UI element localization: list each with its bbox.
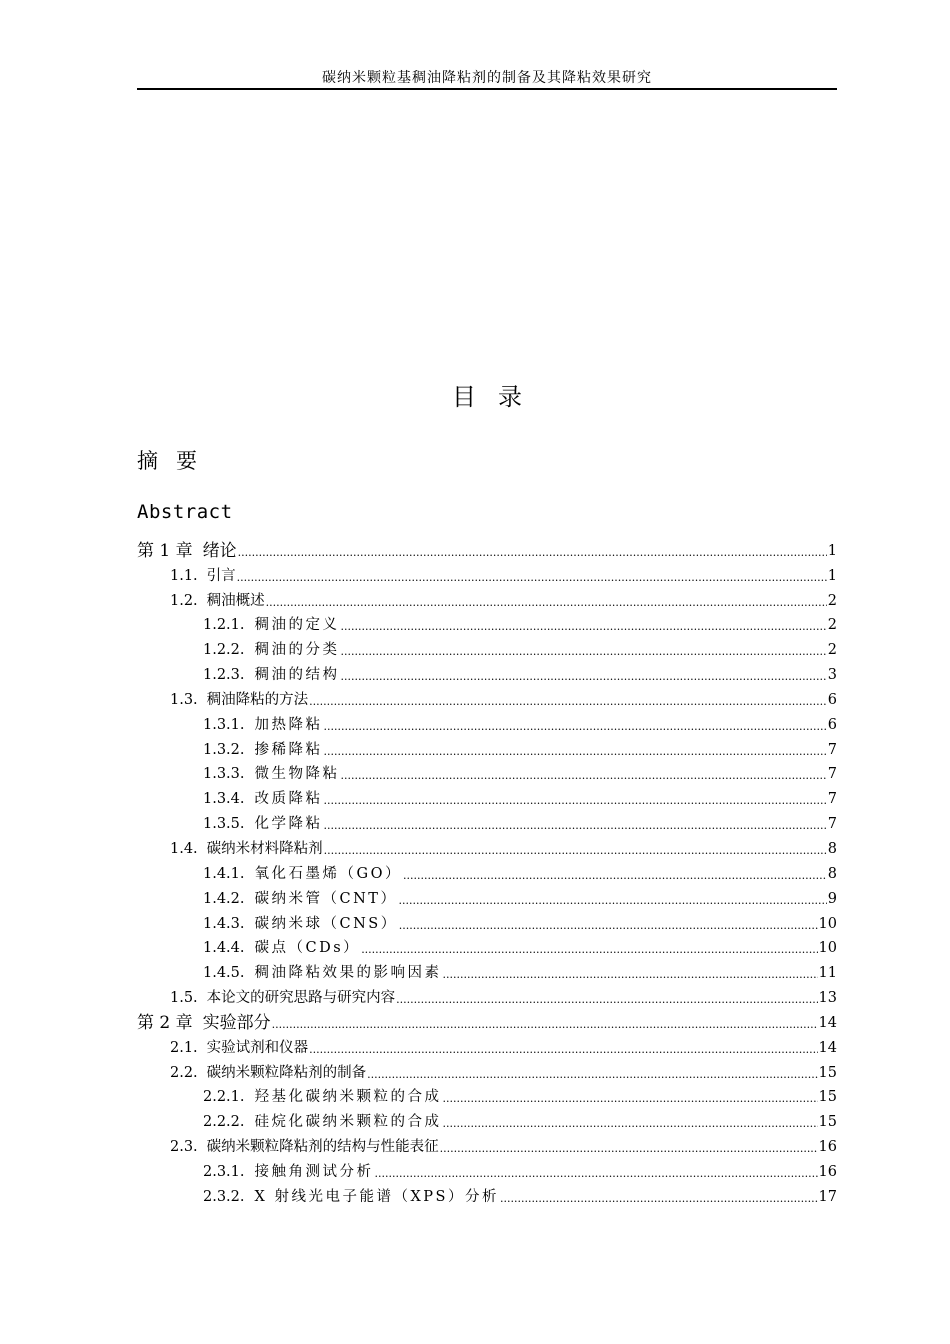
toc-entry-number: 1.2.1. xyxy=(203,617,245,634)
toc-dot-leader xyxy=(309,690,827,710)
toc-entry-page: 7 xyxy=(827,766,837,783)
toc-entry-title: 加热降粘 xyxy=(254,716,323,733)
toc-entry-number: 2.2.1. xyxy=(203,1089,245,1106)
toc-entry[interactable] xyxy=(137,536,837,561)
toc-dot-leader xyxy=(266,591,827,611)
toc-entry-page: 16 xyxy=(818,1139,837,1156)
toc-entry[interactable] xyxy=(137,561,837,586)
toc-entry-number: 1.2.3. xyxy=(203,667,245,684)
toc-entry-title: 氧化石墨烯（GO） xyxy=(254,865,402,882)
toc-entry-title: 稠油的分类 xyxy=(254,642,340,659)
toc-entry-page: 6 xyxy=(827,691,837,708)
toc-entry[interactable] xyxy=(137,1132,837,1157)
toc-entry-page: 15 xyxy=(818,1089,837,1106)
toc-entry-page: 1 xyxy=(827,542,837,559)
toc-entry-title: 碳纳米颗粒降粘剂的制备 xyxy=(206,1064,367,1081)
toc-entry-number: 1.4.5. xyxy=(203,965,245,982)
toc-entry-number: 1.3.2. xyxy=(203,741,245,758)
toc-entry-title: 碳纳米管（CNT） xyxy=(254,890,398,907)
toc-dot-leader xyxy=(396,988,817,1008)
toc-dot-leader xyxy=(341,665,827,685)
toc-entry-page: 15 xyxy=(818,1064,837,1081)
toc-dot-leader xyxy=(361,938,817,958)
toc-entry[interactable] xyxy=(137,735,837,760)
toc-entry-page: 15 xyxy=(818,1114,837,1131)
toc-dot-leader xyxy=(324,839,827,859)
toc-entry[interactable] xyxy=(137,983,837,1008)
toc-entry[interactable] xyxy=(137,1157,837,1182)
toc-entry-number: 1.4.3. xyxy=(203,915,245,932)
toc-entry[interactable] xyxy=(137,635,837,660)
toc-abstract-cn[interactable]: 摘要 xyxy=(137,449,215,473)
toc-entry-number: 1.3.1. xyxy=(203,716,245,733)
toc-entry-title: 稠油降粘的方法 xyxy=(206,691,309,708)
toc-entry-number: 1.3.5. xyxy=(203,816,245,833)
toc-abstract-en[interactable]: Abstract xyxy=(137,501,233,523)
toc-dot-leader xyxy=(440,1137,818,1157)
toc-dot-leader xyxy=(367,1063,817,1083)
toc-entry[interactable] xyxy=(137,685,837,710)
toc-entry-title: 稠油的结构 xyxy=(254,667,340,684)
toc-entry-title: 碳点（CDs） xyxy=(254,940,361,957)
toc-entry-title: 稠油的定义 xyxy=(254,617,340,634)
toc-entry-number: 2.1. xyxy=(170,1039,198,1056)
toc-entry-title: 碳纳米颗粒降粘剂的结构与性能表征 xyxy=(206,1139,439,1156)
toc-entry-title: 掺稀降粘 xyxy=(254,741,323,758)
toc-entry-number: 第 2 章 xyxy=(137,1012,193,1033)
toc-entry-page: 2 xyxy=(827,642,837,659)
toc-entry-number: 第 1 章 xyxy=(137,540,193,561)
toc-dot-leader xyxy=(309,1038,817,1058)
toc-entry[interactable] xyxy=(137,1058,837,1083)
toc-entry-title: 化学降粘 xyxy=(254,816,323,833)
toc-entry-title: 引言 xyxy=(206,567,236,584)
header-rule xyxy=(137,88,837,90)
toc-entry[interactable] xyxy=(137,1033,837,1058)
toc-dot-leader xyxy=(443,1087,818,1107)
toc-entry-title: 实验试剂和仪器 xyxy=(206,1039,309,1056)
toc-entry-page: 7 xyxy=(827,791,837,808)
toc-entry-number: 2.3.2. xyxy=(203,1188,245,1205)
toc-entry-page: 16 xyxy=(818,1163,837,1180)
toc-entry-page: 3 xyxy=(827,667,837,684)
toc-entry-page: 1 xyxy=(827,567,837,584)
toc-dot-leader xyxy=(375,1162,818,1182)
toc-dot-leader xyxy=(399,914,818,934)
toc-dot-leader xyxy=(324,740,827,760)
toc-entry[interactable] xyxy=(137,660,837,685)
toc-entry-page: 2 xyxy=(827,617,837,634)
toc-entry[interactable] xyxy=(137,784,837,809)
running-header: 碳纳米颗粒基稠油降粘剂的制备及其降粘效果研究 xyxy=(322,70,652,86)
toc-entry-title: 碳纳米球（CNS） xyxy=(254,915,398,932)
toc-entry[interactable] xyxy=(137,834,837,859)
toc-entry-number: 1.2.2. xyxy=(203,642,245,659)
toc-entry-page: 10 xyxy=(818,940,837,957)
toc-dot-leader xyxy=(324,715,827,735)
toc-entry[interactable] xyxy=(137,909,837,934)
toc-entry-number: 1.5. xyxy=(170,990,198,1007)
toc-dot-leader xyxy=(324,814,827,834)
toc-dot-leader xyxy=(443,963,818,983)
toc-entry-title: 接触角测试分析 xyxy=(254,1163,374,1180)
toc-entry-title: 微生物降粘 xyxy=(254,766,340,783)
toc-entry[interactable] xyxy=(137,958,837,983)
toc-entry-number: 1.3.3. xyxy=(203,766,245,783)
toc-entry-title: 羟基化碳纳米颗粒的合成 xyxy=(254,1089,442,1106)
toc-entry-page: 2 xyxy=(827,592,837,609)
toc-entry-title: 实验部分 xyxy=(202,1012,271,1033)
toc-entry-page: 14 xyxy=(818,1014,837,1031)
toc-entry[interactable] xyxy=(137,1107,837,1132)
toc-entry-page: 7 xyxy=(827,816,837,833)
toc-dot-leader xyxy=(324,789,827,809)
toc-entry[interactable] xyxy=(137,1008,837,1033)
toc-entry[interactable] xyxy=(137,611,837,636)
toc-dot-leader xyxy=(341,615,827,635)
toc-entry-number: 1.4.2. xyxy=(203,890,245,907)
toc-entry-page: 6 xyxy=(827,716,837,733)
toc-dot-leader xyxy=(237,566,827,586)
toc-entry-page: 11 xyxy=(818,965,837,982)
toc-entry-page: 17 xyxy=(818,1188,837,1205)
toc-entry-page: 7 xyxy=(827,741,837,758)
toc-entry-page: 10 xyxy=(818,915,837,932)
toc-entry-page: 8 xyxy=(827,840,837,857)
toc-entry-title: 稠油概述 xyxy=(206,592,265,609)
toc-entry[interactable] xyxy=(137,884,837,909)
toc-entry-number: 1.4.4. xyxy=(203,940,245,957)
toc-entry-page: 14 xyxy=(818,1039,837,1056)
toc-entry-number: 1.2. xyxy=(170,592,198,609)
toc-list xyxy=(137,536,837,1207)
toc-entry-page: 9 xyxy=(827,890,837,907)
toc-dot-leader xyxy=(403,864,827,884)
toc-entry-number: 1.4. xyxy=(170,840,198,857)
toc-entry-title: 稠油降粘效果的影响因素 xyxy=(254,965,442,982)
toc-entry-number: 2.2. xyxy=(170,1064,198,1081)
toc-entry-number: 1.3.4. xyxy=(203,791,245,808)
toc-title: 目录 xyxy=(452,383,544,411)
toc-dot-leader xyxy=(341,640,827,660)
toc-entry-title: 改质降粘 xyxy=(254,791,323,808)
toc-entry-page: 8 xyxy=(827,865,837,882)
toc-dot-leader xyxy=(443,1112,818,1132)
toc-entry-number: 2.2.2. xyxy=(203,1114,245,1131)
toc-entry[interactable] xyxy=(137,760,837,785)
toc-entry[interactable] xyxy=(137,1182,837,1207)
toc-entry[interactable] xyxy=(137,710,837,735)
toc-entry-title: 本论文的研究思路与研究内容 xyxy=(206,990,396,1007)
toc-entry[interactable] xyxy=(137,859,837,884)
toc-entry-number: 1.1. xyxy=(170,567,198,584)
toc-entry-number: 1.4.1. xyxy=(203,865,245,882)
toc-entry-page: 13 xyxy=(818,990,837,1007)
toc-entry-number: 1.3. xyxy=(170,691,198,708)
toc-entry-number: 2.3. xyxy=(170,1139,198,1156)
toc-entry-number: 2.3.1. xyxy=(203,1163,245,1180)
toc-dot-leader xyxy=(500,1187,818,1207)
toc-entry-title: 碳纳米材料降粘剂 xyxy=(206,840,323,857)
toc-dot-leader xyxy=(341,764,827,784)
toc-entry[interactable] xyxy=(137,1083,837,1108)
toc-entry[interactable] xyxy=(137,586,837,611)
toc-entry-title: 硅烷化碳纳米颗粒的合成 xyxy=(254,1114,442,1131)
toc-dot-leader xyxy=(272,1013,818,1033)
toc-dot-leader xyxy=(238,541,827,561)
toc-entry-title: X 射线光电子能谱（XPS）分析 xyxy=(254,1188,499,1205)
toc-entry[interactable] xyxy=(137,809,837,834)
toc-entry[interactable] xyxy=(137,934,837,959)
toc-entry-title: 绪论 xyxy=(202,540,237,561)
toc-dot-leader xyxy=(398,889,826,909)
